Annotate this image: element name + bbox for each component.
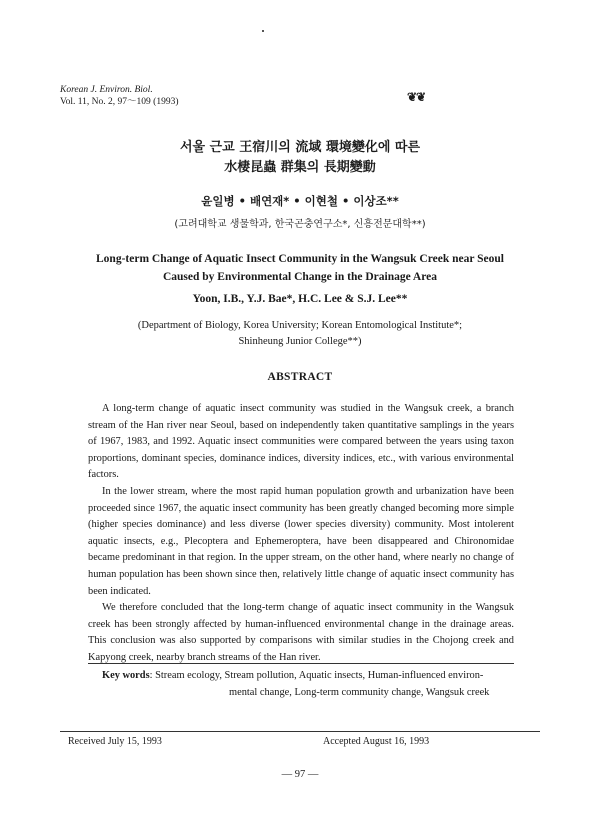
journal-volume: Vol. 11, No. 2, 97～109 (1993) [60,97,179,107]
english-title [40,250,560,286]
keywords-label: Key words [102,670,150,681]
keywords-line2: mental change, Long-term community change, Wangsuk creek [229,686,490,698]
abstract-body [88,401,514,667]
english-title-line1: Long-term Change of Aquatic Insect Community in the Wangsuk Creek near Seoul [96,253,504,265]
journal-name: Korean J. Environ. Biol. [60,85,153,95]
english-affiliation-line1: (Department of Biology, Korea University; Korean Entomological Institute*; [137,320,463,331]
footer-divider [60,731,540,732]
keywords-line1: : Stream ecology, Stream pollution, Aquatic insects, Human-influenced environ- [149,670,484,681]
korean-title-line2: 水棲昆蟲 群集의 長期變動 [224,160,376,175]
keywords-block [88,668,514,701]
korean-title-line1: 서울 근교 王宿川의 流域 環境變化에 따른 [179,140,421,155]
scan-speck [262,30,264,32]
page-number: — 97 — [281,769,319,780]
abstract-paragraph-3: We therefore concluded that the long-term change of aquatic insect community in the Wangsuk creek has been strongly affected by human-influenced environmental change in the drainage areas. This conclusion was also supported by comparisons with similar studies in the Chojong creek and Kapyong creek, nearby branch streams of the Han river. [88,602,514,663]
korean-affiliation: (고려대학교 생물학과, 한국곤충연구소*, 신흥전문대학**) [174,219,426,230]
english-affiliation-line2: Shinheung Junior College**) [238,336,362,347]
journal-citation [60,84,179,108]
korean-authors: 윤일병 • 배연재* • 이현철 • 이상조** [201,194,399,208]
english-title-line2: Caused by Environmental Change in the Drainage Area [162,271,437,283]
abstract-heading: ABSTRACT [267,371,333,383]
english-authors: Yoon, I.B., Y.J. Bae*, H.C. Lee & S.J. Lee** [192,293,408,305]
english-affiliation [40,318,560,350]
header-mark: ❦❦ [407,90,426,104]
received-date: Received July 15, 1993 [68,736,162,747]
accepted-date: Accepted August 16, 1993 [323,736,430,747]
keywords-divider [88,663,514,664]
abstract-paragraph-1: A long-term change of aquatic insect community was studied in the Wangsuk creek, a branch stream of the Han river near Seoul, based on independently taken quantitative samplings in the years of 1967, 1983, and 1992. Aquatic insect communities were compared between the years using taxon proportions, dominant species, dominance indices, diversity indices, etc., with various environmental factors. [88,403,514,481]
abstract-paragraph-2: In the lower stream, where the most rapid human population growth and urbanization have been proceeded since 1967, the aquatic insect community has been greatly changed becoming more simple (higher species dominance) and less diverse (lower species diversity) community. Most intolerent aquatic insects, e.g., Plecoptera and Ephemeroptera, have been disappeared and Chironomidae became predominant in that region. In the upper stream, on the other hand, where nearly no change of human population has been shown since then, relatively little change of aquatic insect community has been indicated. [88,485,514,597]
